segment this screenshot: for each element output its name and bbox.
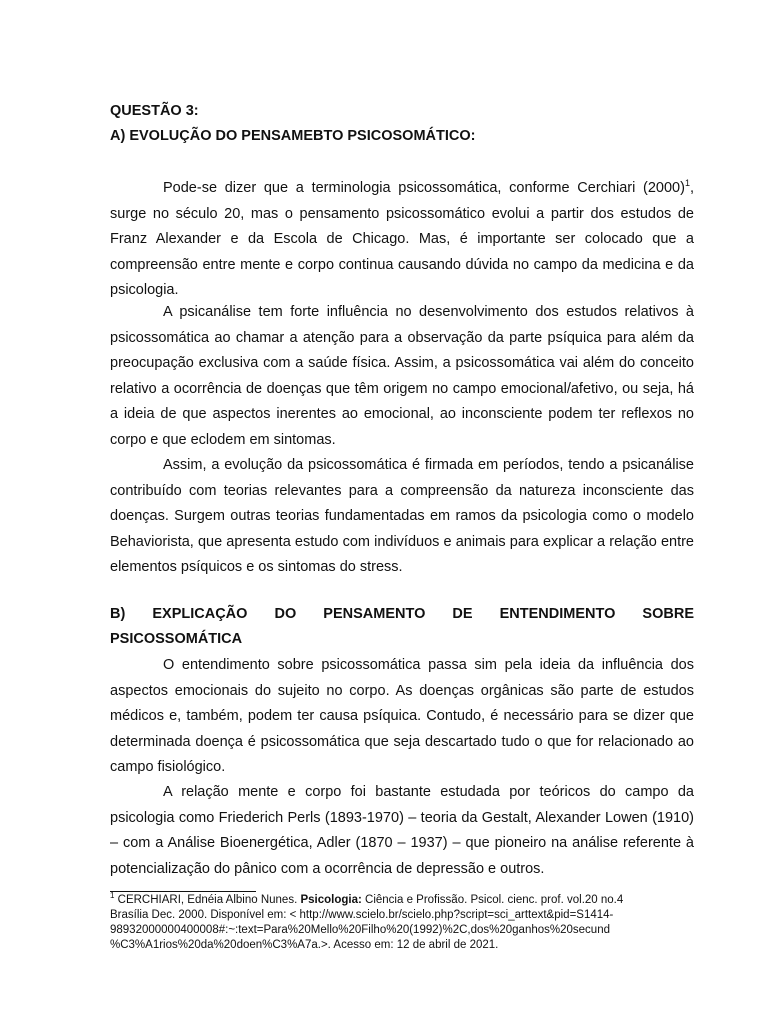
footnote [110, 893, 710, 953]
footnote-reference[interactable]: 1 [684, 178, 690, 189]
footnote-line-3[interactable]: 98932000000400008#:~:text=Para%20Mello%20Filho%20(1992)%2C,dos%20ganhos%20secund [110, 924, 610, 936]
footnote-separator [110, 891, 256, 892]
footnote-line-2[interactable]: Brasília Dec. 2000. Disponível em: < http://www.scielo.br/scielo.php?script=sci_arttext&pid=S1414- [110, 909, 614, 921]
section-a-paragraph-3: Assim, a evolução da psicossomática é firmada em períodos, tendo a psicanálise contribuído com teorias relevantes para a compreensão da natureza inconsciente das doenças. Surgem outras teorias fundamentadas em ramos da psicologia como o modelo Behaviorista, que apresenta estudo com indivíduos e animais para explicar a relação entre elementos psíquicos e os sintomas do stress. [110, 457, 694, 575]
question-title: QUESTÃO 3: [110, 103, 199, 119]
section-b-title-line-1: B) EXPLICAÇÃO DO PENSAMENTO DE ENTENDIMENTO SOBRE [110, 606, 694, 622]
footnote-marker: 1 [110, 891, 115, 901]
section-a-paragraph-1 [110, 176, 694, 304]
footnote-journal: Psicologia: [300, 894, 362, 906]
section-b-paragraph-1: O entendimento sobre psicossomática passa sim pela ideia da influência dos aspectos emocionais do sujeito no corpo. As doenças orgânicas são parte de estudos médicos e, também, podem ter causa psíquica. Contudo, é necessário para se dizer que determinada doença é psicossomática que seja descartado tudo o que for relacionado ao campo fisiológico. [110, 657, 694, 775]
section-b-title-line-2: PSICOSSOMÁTICA [110, 631, 243, 647]
section-a-title: A) EVOLUÇÃO DO PENSAMEBTO PSICOSOMÁTICO: [110, 128, 476, 144]
section-b-paragraph-2: A relação mente e corpo foi bastante estudada por teóricos do campo da psicologia como Friederich Perls (1893-1970) – teoria da Gestalt, Alexander Lowen (1910) – com a Análise Bioenergética, Adler (1870 – 1937) – que pioneiro na análise referente à potencialização do pânico com a ocorrência de depressão e outros. [110, 784, 694, 877]
paragraph-text: Pode-se dizer que a terminologia psicossomática, conforme Cerchiari (2000) [163, 180, 685, 196]
footnote-line-1 [110, 893, 710, 908]
paragraph-text: , surge no século 20, mas o pensamento psicossomático evolui a partir dos estudos de Franz Alexander e da Escola de Chicago. Mas, é importante ser colocado que a compreensão entre mente e corpo continua causando dúvida no campo da medicina e da psicologia. [110, 180, 694, 298]
footnote-author: CERCHIARI, Ednéia Albino Nunes. [114, 894, 301, 906]
section-a-paragraph-2: A psicanálise tem forte influência no desenvolvimento dos estudos relativos à psicossomática ao chamar a atenção para a observação da parte psíquica para além da preocupação exclusiva com a saúde física. Assim, a psicossomática vai além do conceito relativo a ocorrência de doenças que têm origem no campo emocional/afetivo, ou seja, há a ideia de que aspectos inerentes ao emocional, ao inconsciente podem ter reflexos no corpo e que eclodem em sintomas. [110, 304, 694, 448]
footnote-line-4[interactable]: %C3%A1rios%20da%20doen%C3%A7a.>. Acesso em: 12 de abril de 2021. [110, 939, 499, 951]
footnote-text: Ciência e Profissão. Psicol. cienc. prof. vol.20 no.4 [361, 894, 624, 906]
